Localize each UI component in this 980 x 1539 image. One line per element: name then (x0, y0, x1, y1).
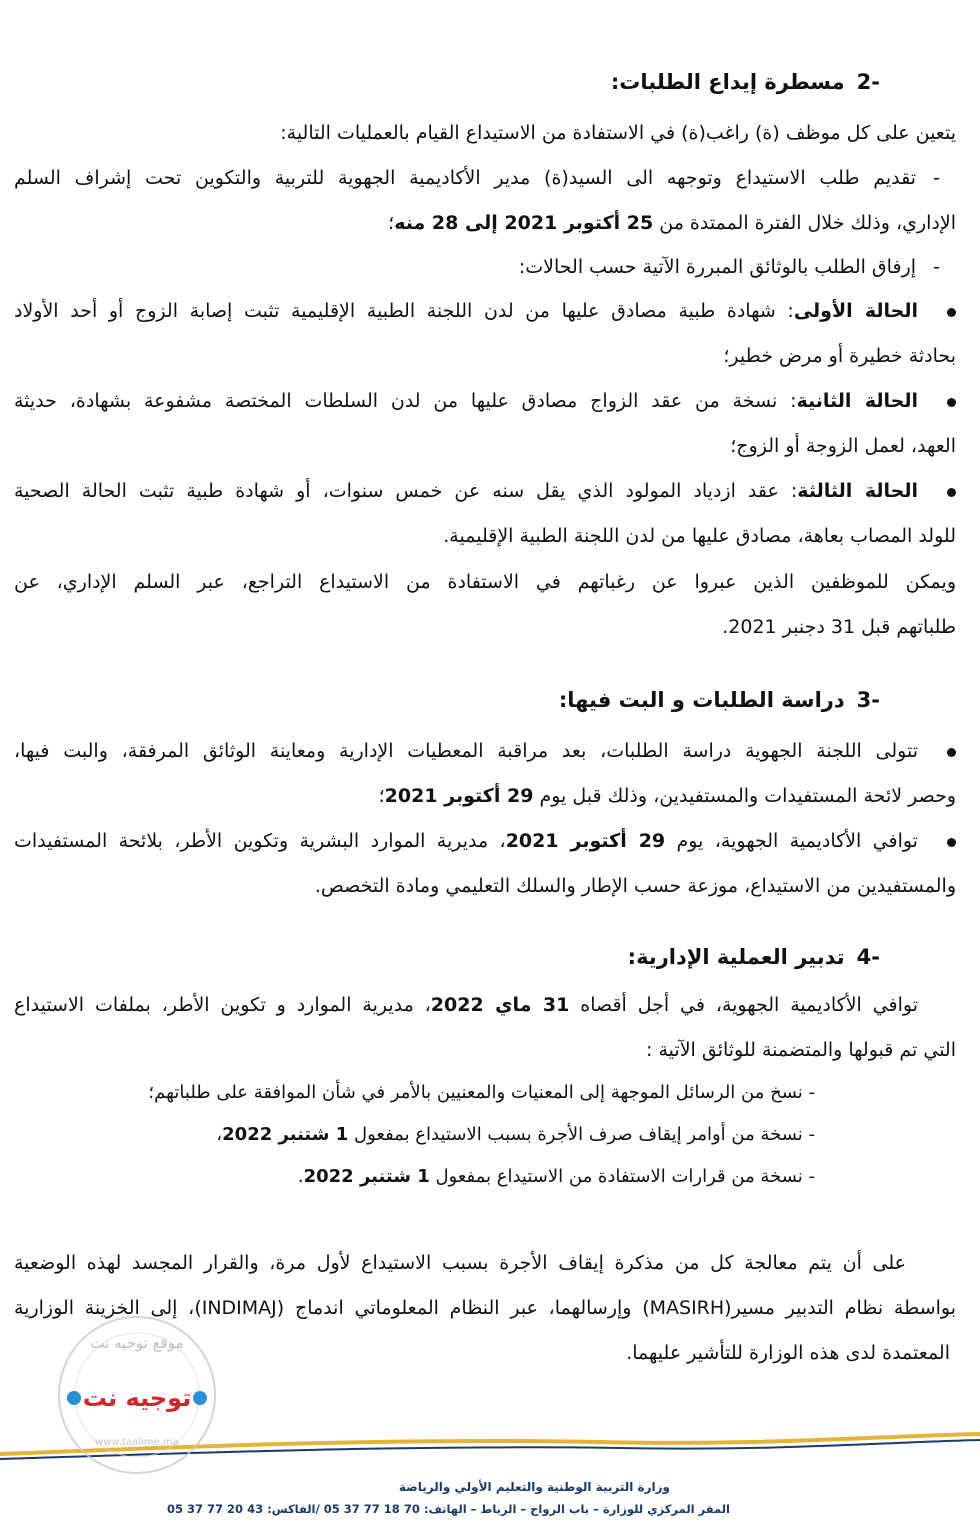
case-2-continued: العهد، لعمل الزوجة أو الزوج؛ (730, 435, 956, 457)
bullet-icon (947, 398, 956, 407)
item-line: الإداري، وذلك خلال الفترة الممتدة من 25 أكتوبر 2021 إلى 28 منه؛ (388, 212, 956, 234)
item-line: تقديم طلب الاستيداع وتوجهه الى السيد(ة) مدير الأكاديمية الجهوية للتربية والتكوين تحت إشراف السلم (14, 167, 916, 189)
section-3-bullet-2-continued: والمستفيدين من الاستيداع، موزعة حسب الإطار والسلك التعليمي ومادة التخصص. (314, 875, 956, 897)
bullet-icon (947, 308, 956, 317)
case-1: الحالة الأولى: شهادة طبية مصادق عليها من لدن اللجنة الطبية الإقليمية تثبت إصابة الزوج أو أحد الأولاد (14, 300, 918, 322)
item-line: إرفاق الطلب بالوثائق المبررة الآتية حسب الحالات: (518, 256, 916, 278)
section-3-bullet-2: توافي الأكاديمية الجهوية، يوم 29 أكتوبر 2021، مديرية الموارد البشرية وتكوين الأطر، بلائحة المستفيدات (14, 830, 918, 852)
section-4-paragraph-continued: التي تم قبولها والمتضمنة للوثائق الآتية : (646, 1039, 956, 1061)
watermark-text: توجيه نت (82, 1384, 192, 1412)
site-watermark-logo (52, 1310, 222, 1480)
section-4-paragraph: توافي الأكاديمية الجهوية، في أجل أقصاه 31 ماي 2022، مديرية الموارد و تكوين الأطر، بملفات الاستيداع (14, 994, 918, 1016)
section-number: -2 (856, 70, 880, 94)
section-4-heading (628, 945, 880, 969)
section-2-heading (611, 70, 880, 94)
section-3-bullet-1: تتولى اللجنة الجهوية دراسة الطلبات، بعد مراقبة المعطيات الإدارية ومعاينة الوثائق المرفقة، والبت فيها، (14, 740, 918, 762)
closing-paragraph: على أن يتم معالجة كل من مذكرة إيقاف الأجرة بسبب الاستيداع لأول مرة، والقرار المجسد لهذه الوضعية (14, 1252, 906, 1274)
section-3-bullet-1-continued: وحصر لائحة المستفيدات والمستفيدين، وذلك قبل يوم 29 أكتوبر 2021؛ (378, 785, 956, 807)
case-label: الحالة الثالثة (797, 480, 918, 502)
withdraw-paragraph-end: طلباتهم قبل 31 دجنبر 2021. (722, 616, 956, 638)
document-item-3: - نسخة من قرارات الاستفادة من الاستيداع بمفعول 1 شتنبر 2022. (297, 1166, 815, 1187)
section-title: مسطرة إيداع الطلبات: (610, 70, 845, 94)
section-title: تدبير العملية الإدارية: (627, 945, 845, 969)
case-2: الحالة الثانية: نسخة من عقد الزواج مصادق عليها من لدن السلطات المختصة مشفوعة بشهادة، حديثة (14, 390, 918, 412)
watermark-ring-text: موقع توجيه نت (90, 1334, 184, 1352)
dash-marker: - (933, 256, 940, 278)
section-number: -4 (856, 945, 880, 969)
bullet-icon (947, 748, 956, 757)
case-label: الحالة الثانية (796, 390, 918, 412)
case-3: الحالة الثالثة: عقد ازدياد المولود الذي يقل سنه عن خمس سنوات، أو شهادة طبية تثبت الحالة الصحية (14, 480, 918, 502)
document-item-2: - نسخة من أوامر إيقاف صرف الأجرة بسبب الاستيداع بمفعول 1 شتنبر 2022، (216, 1124, 815, 1145)
dash-marker: - (933, 167, 940, 189)
document-item-1: - نسخ من الرسائل الموجهة إلى المعنيات والمعنيين بالأمر في شأن الموافقة على طلباتهم؛ (148, 1082, 815, 1103)
section-number: -3 (856, 688, 880, 712)
closing-paragraph-continued: بواسطة نظام التدبير مسير(MASIRH) وإرسالهما، عبر النظام المعلوماتي اندماج (INDIMAJ)، إلى الخزينة الوزارية (14, 1297, 956, 1319)
footer-address: المقر المركزي للوزارة – باب الرواح – الرباط – الهاتف: 70 18 77 37 05 /الفاكس: 43 20 77 37 05 (166, 1502, 730, 1516)
section-title: دراسة الطلبات و البت فيها: (558, 688, 845, 712)
intro-paragraph: يتعين على كل موظف (ة) راغب(ة) في الاستفادة من الاستيداع القيام بالعمليات التالية: (280, 122, 956, 144)
case-label: الحالة الأولى (793, 300, 918, 322)
section-3-heading (559, 688, 880, 712)
bullet-icon (947, 838, 956, 847)
case-3-continued: للولد المصاب بعاهة، مصادق عليها من لدن اللجنة الطبية الإقليمية. (443, 525, 956, 547)
case-1-continued: بحادثة خطيرة أو مرض خطير؛ (723, 345, 956, 367)
footer-ministry: وزارة التربية الوطنية والتعليم الأولي والرياضة (398, 1480, 670, 1494)
closing-paragraph-end: المعتمدة لدى هذه الوزارة للتأشير عليهما. (626, 1342, 950, 1364)
withdraw-paragraph: ويمكن للموظفين الذين عبروا عن رغباتهم في الاستفادة من الاستيداع التراجع، عبر السلم الإداري، عن (14, 571, 956, 593)
svg-text:www.taalime.ma: www.taalime.ma (95, 1437, 179, 1448)
bullet-icon (947, 488, 956, 497)
